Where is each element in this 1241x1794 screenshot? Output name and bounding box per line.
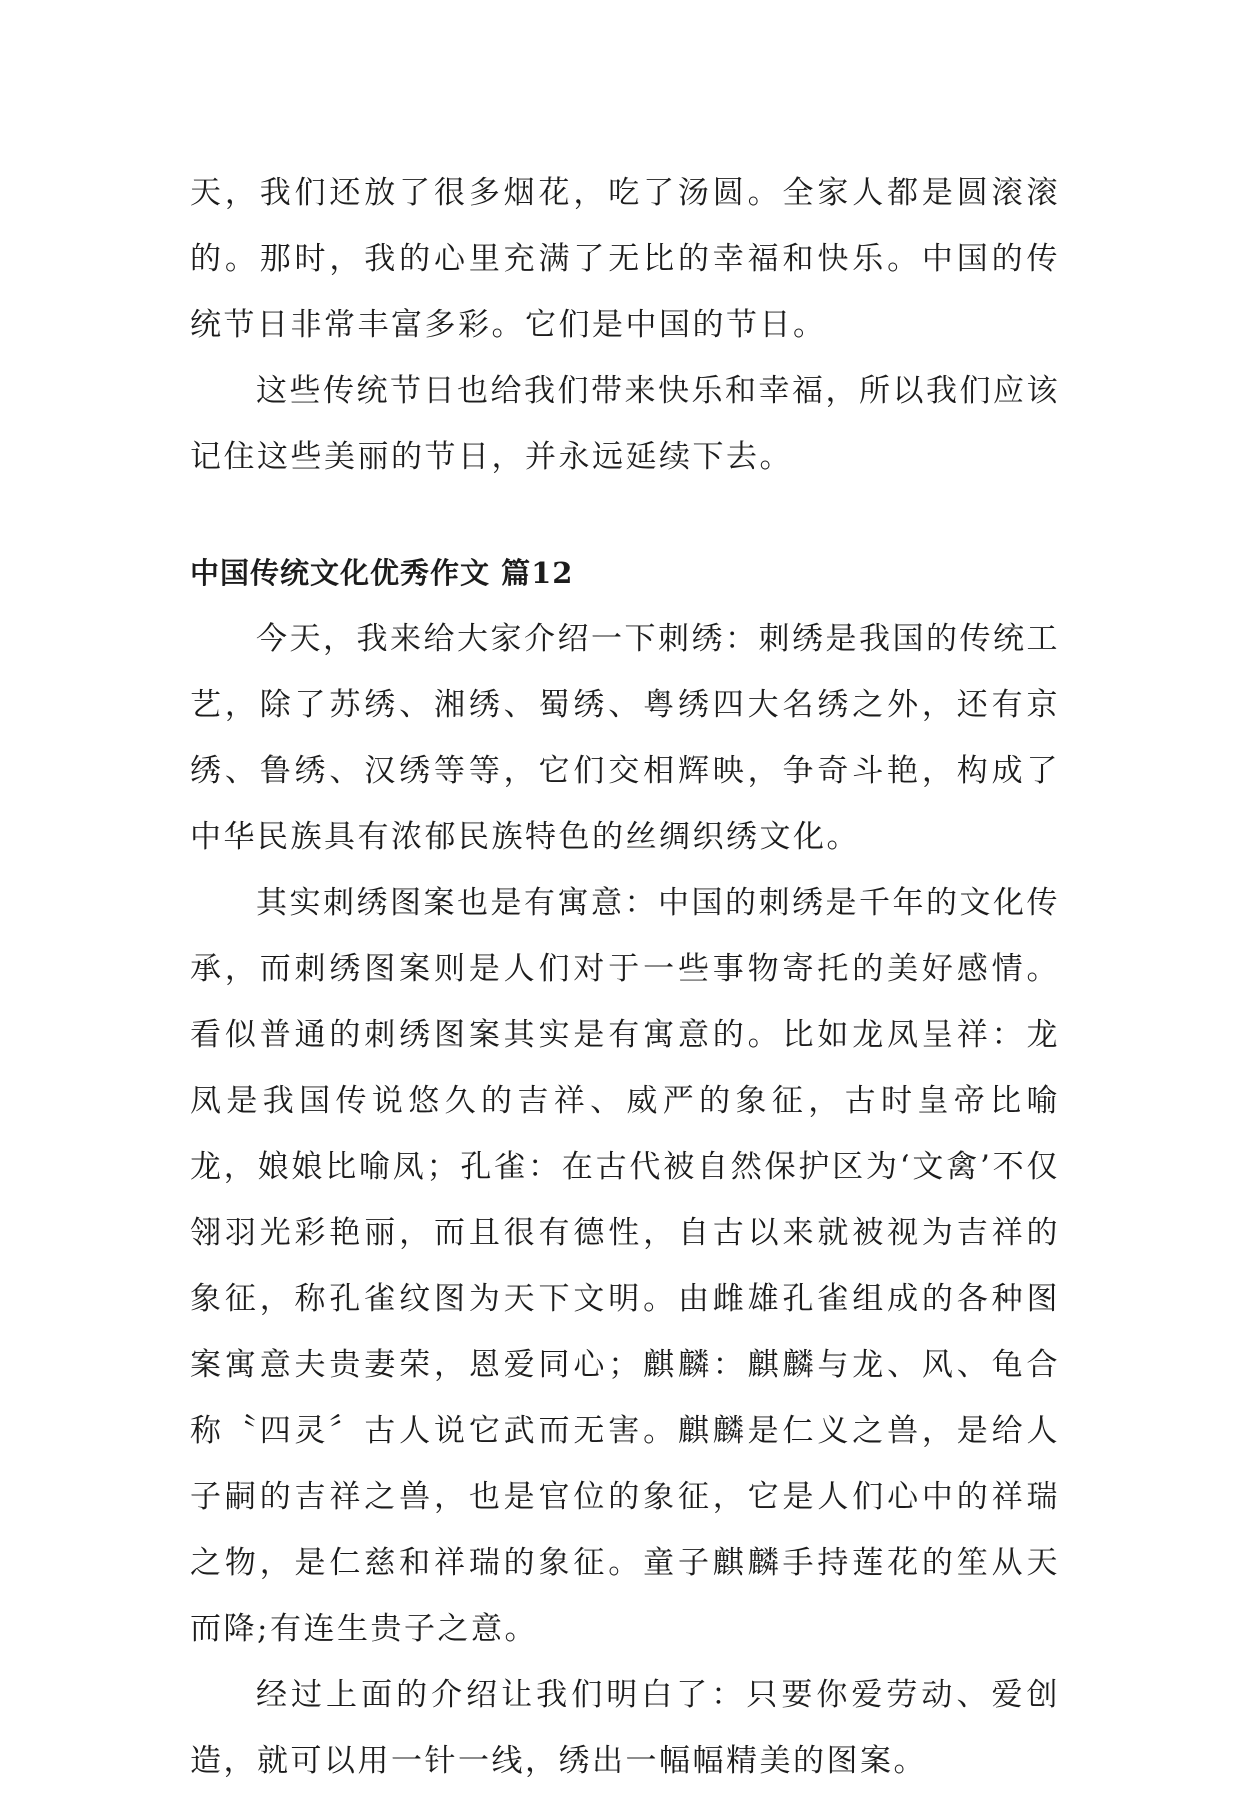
paragraph-continuation: 天，我们还放了很多烟花，吃了汤圆。全家人都是圆滚滚的。那时，我的心里充满了无比的幸福和快乐。中国的传统节日非常丰富多彩。它们是中国的节日。 bbox=[190, 175, 1060, 343]
paragraph-summary: 经过上面的介绍让我们明白了：只要你爱劳动、爱创造，就可以用一针一线，绣出一幅幅精美的图案。 bbox=[190, 1677, 1060, 1779]
document-page bbox=[190, 160, 1060, 1794]
paragraph-meaning: 其实刺绣图案也是有寓意：中国的刺绣是千年的文化传承，而刺绣图案则是人们对于一些事物寄托的美好感情。看似普通的刺绣图案其实是有寓意的。比如龙凤呈祥：龙凤是我国传说悠久的吉祥、威严的象征，古时皇帝比喻龙，娘娘比喻凤；孔雀：在古代被自然保护区为‘文禽’不仅翎羽光彩艳丽，而且很有德性，自古以来就被视为吉祥的象征，称孔雀纹图为天下文明。由雌雄孔雀组成的各种图案寓意夫贵妻荣，恩爱同心；麒麟：麒麟与龙、风、龟合称〝四灵〞古人说它武而无害。麒麟是仁义之兽，是给人子嗣的吉祥之兽，也是官位的象征，它是人们心中的祥瑞之物，是仁慈和祥瑞的象征。童子麒麟手持莲花的笙从天而降;有连生贵子之意。 bbox=[190, 885, 1060, 1647]
paragraph-conclusion: 这些传统节日也给我们带来快乐和幸福，所以我们应该记住这些美丽的节日，并永远延续下去。 bbox=[190, 373, 1060, 475]
section-title: 中国传统文化优秀作文 篇12 bbox=[190, 556, 574, 590]
paragraph-intro: 今天，我来给大家介绍一下刺绣：刺绣是我国的传统工艺，除了苏绣、湘绣、蜀绣、粤绣四大名绣之外，还有京绣、鲁绣、汉绣等等，它们交相辉映，争奇斗艳，构成了中华民族具有浓郁民族特色的丝绸织绣文化。 bbox=[190, 621, 1060, 855]
